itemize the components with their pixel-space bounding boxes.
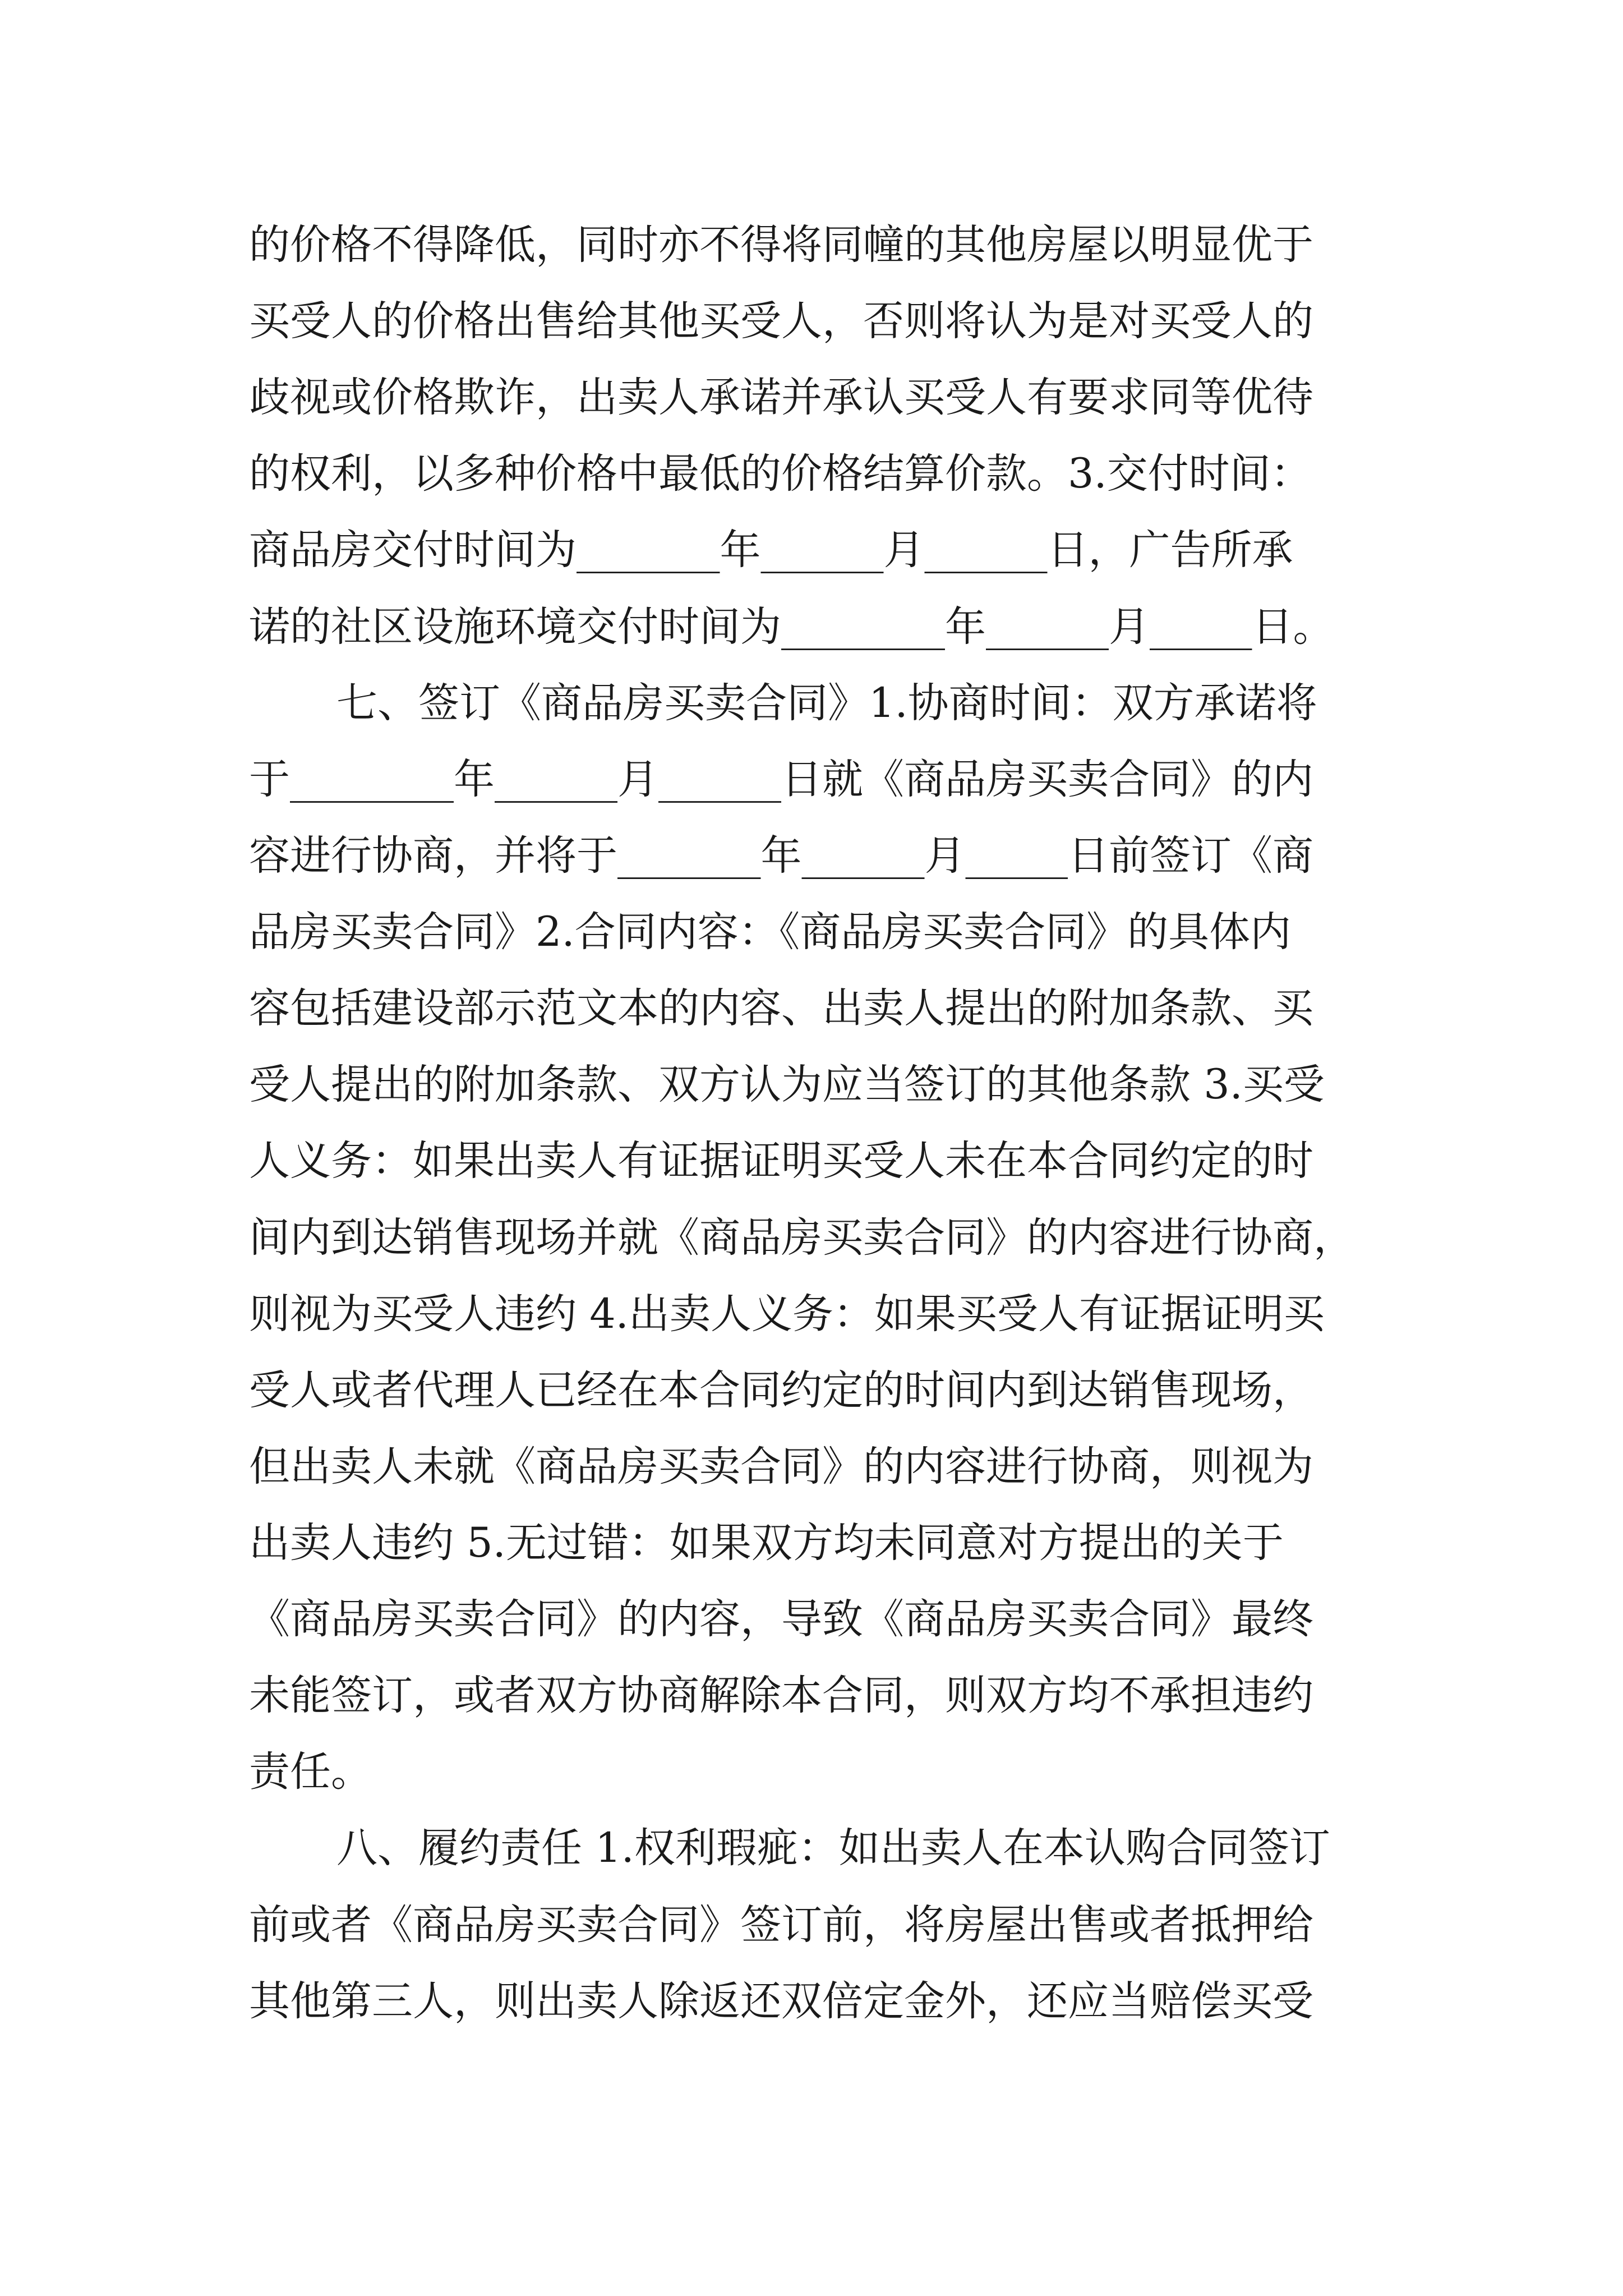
paragraph-line: 则视为买受人违约 4.出卖人义务：如果买受人有证据证明买 — [249, 1290, 1325, 1338]
paragraph-line: 间内到达销售现场并就《商品房买卖合同》的内容进行协商， — [249, 1214, 1354, 1262]
paragraph-line: 责任。 — [249, 1748, 372, 1796]
paragraph-line: 其他第三人，则出卖人除返还双倍定金外，还应当赔偿买受 — [249, 1977, 1313, 2025]
paragraph-line: 商品房交付时间为_______年______月______日，广告所承 — [249, 526, 1293, 574]
paragraph-line: 的价格不得降低，同时亦不得将同幢的其他房屋以明显优于 — [249, 221, 1313, 269]
paragraph-line: 未能签订，或者双方协商解除本合同，则双方均不承担违约 — [249, 1672, 1313, 1719]
paragraph-line: 买受人的价格出售给其他买受人，否则将认为是对买受人的 — [249, 297, 1313, 345]
paragraph-line: 人义务：如果出卖人有证据证明买受人未在本合同约定的时 — [249, 1137, 1313, 1185]
section-heading-line: 八、履约责任 1.权利瑕疵：如出卖人在本认购合同签订 — [336, 1824, 1330, 1872]
section-heading-line: 七、签订《商品房买卖合同》1.协商时间：双方承诺将 — [336, 679, 1317, 727]
paragraph-line: 《商品房买卖合同》的内容，导致《商品房买卖合同》最终 — [249, 1595, 1313, 1643]
paragraph-line: 歧视或价格欺诈，出卖人承诺并承认买受人有要求同等优待 — [249, 374, 1313, 421]
paragraph-line: 容包括建设部示范文本的内容、出卖人提出的附加条款、买 — [249, 984, 1313, 1032]
paragraph-line: 的权利，以多种价格中最低的价格结算价款。3.交付时间： — [249, 450, 1312, 498]
paragraph-line: 诺的社区设施环境交付时间为________年______月_____日。 — [249, 603, 1334, 651]
paragraph-line: 但出卖人未就《商品房买卖合同》的内容进行协商，则视为 — [249, 1443, 1313, 1490]
paragraph-line: 品房买卖合同》2.合同内容：《商品房买卖合同》的具体内 — [249, 908, 1292, 956]
paragraph-line: 容进行协商，并将于_______年______月_____日前签订《商 — [249, 832, 1313, 880]
paragraph-line: 受人或者代理人已经在本合同约定的时间内到达销售现场， — [249, 1366, 1313, 1414]
paragraph-line: 出卖人违约 5.无过错：如果双方均未同意对方提出的关于 — [249, 1519, 1284, 1567]
paragraph-line: 受人提出的附加条款、双方认为应当签订的其他条款 3.买受 — [249, 1061, 1325, 1108]
paragraph-line: 前或者《商品房买卖合同》签订前，将房屋出售或者抵押给 — [249, 1901, 1313, 1949]
paragraph-line: 于________年______月______日就《商品房买卖合同》的内 — [249, 756, 1313, 803]
